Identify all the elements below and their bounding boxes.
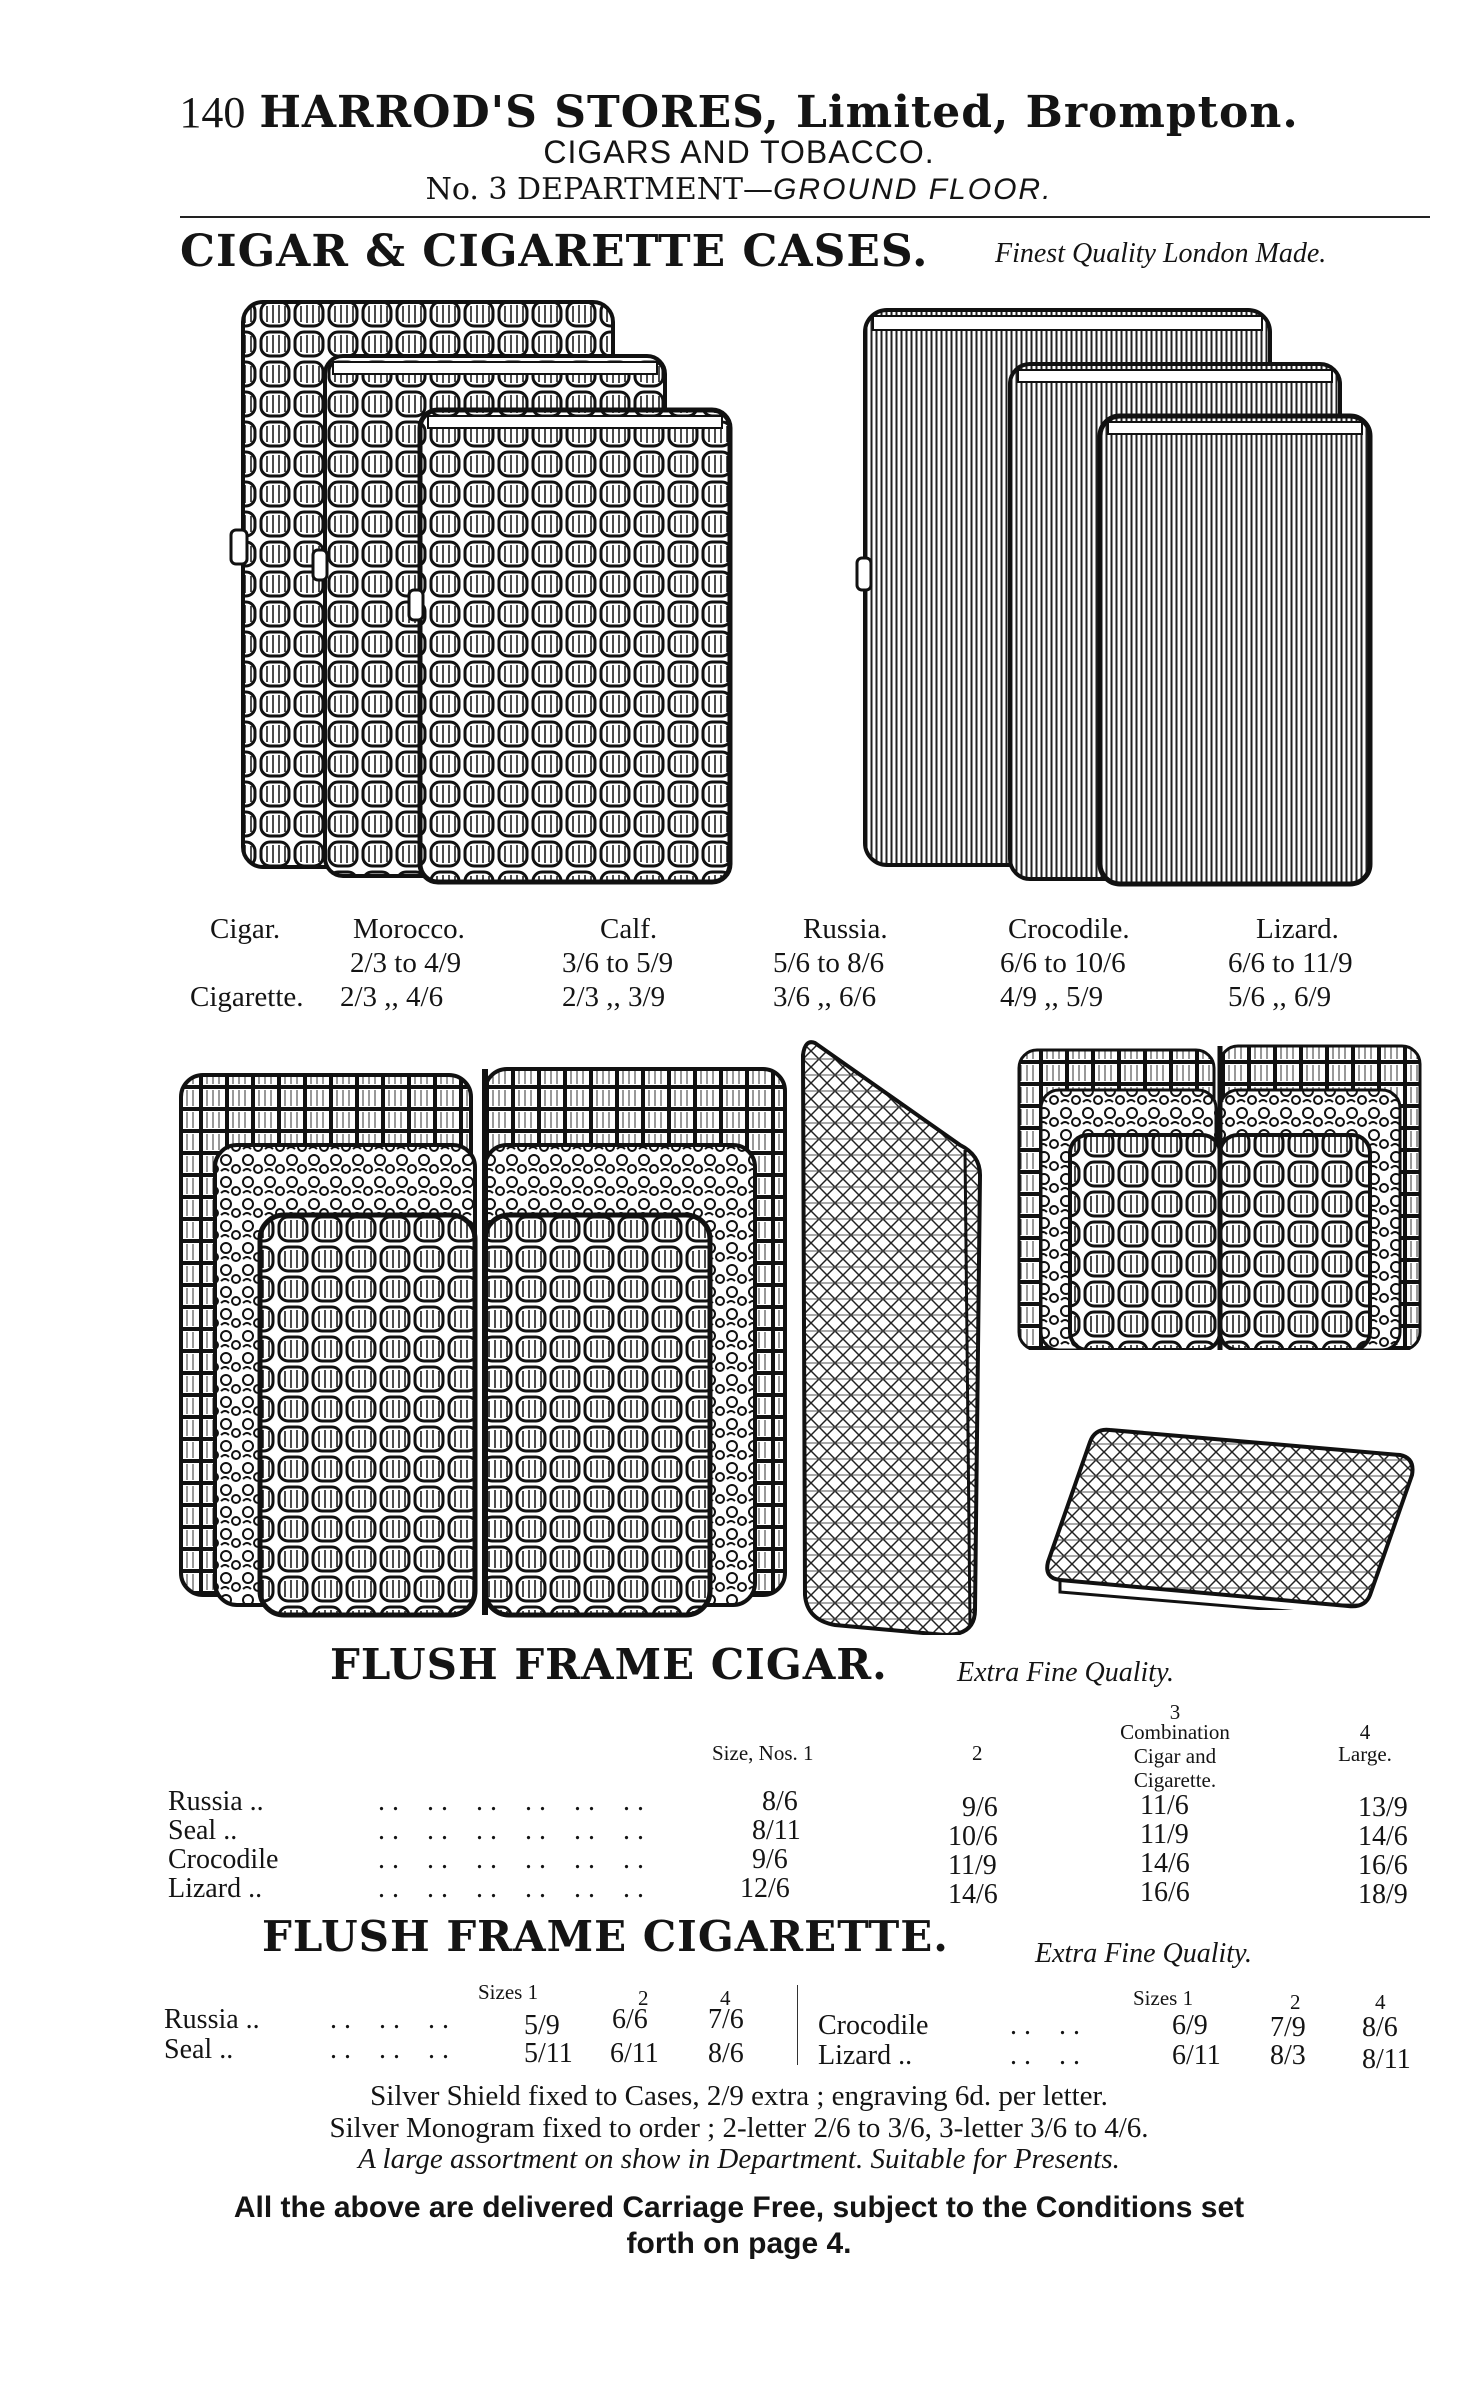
price-russia-cigar: 5/6 to 8/6 bbox=[773, 947, 885, 979]
material-calf: Calf. bbox=[600, 913, 658, 945]
cigar-header-combination: Combination bbox=[1120, 1720, 1230, 1744]
header-rule bbox=[180, 216, 1430, 218]
cigarette-leaders-seal: . . . . . . bbox=[330, 2034, 449, 2065]
cigarette-lizard-name: Lizard .. bbox=[818, 2040, 913, 2071]
cigar-row-crocodile-name: Crocodile bbox=[168, 1844, 279, 1875]
cigarette-seal-b: 6/11 bbox=[610, 2038, 659, 2069]
price-calf-cigar: 3/6 to 5/9 bbox=[562, 947, 674, 979]
row-label-cigarette: Cigarette. bbox=[190, 981, 304, 1013]
cigar-lizard-s1: 12/6 bbox=[740, 1873, 790, 1904]
cigar-lizard-s2: 14/6 bbox=[948, 1879, 998, 1910]
cigarette-crocodile-c: 8/6 bbox=[1362, 2012, 1398, 2043]
cigar-seal-s2: 10/6 bbox=[948, 1821, 998, 1852]
material-russia: Russia. bbox=[803, 913, 888, 945]
cigarette-russia-name: Russia .. bbox=[164, 2004, 260, 2035]
price-morocco-cigarette: 2/3 ,, 4/6 bbox=[340, 981, 444, 1013]
material-morocco: Morocco. bbox=[353, 913, 465, 945]
cigarette-lizard-b: 8/3 bbox=[1270, 2040, 1306, 2071]
price-lizard-cigar: 6/6 to 11/9 bbox=[1228, 947, 1353, 979]
cigar-header-size-4: 4 bbox=[1359, 1720, 1371, 1744]
cigarette-left-size-4: 4 bbox=[720, 1986, 731, 2010]
cigar-russia-s4: 13/9 bbox=[1358, 1792, 1408, 1823]
cigar-crocodile-s3: 14/6 bbox=[1140, 1848, 1190, 1879]
cigar-leaders-lizard: . . . . . . . . . . . . bbox=[378, 1873, 644, 1904]
cigarette-lizard-a: 6/11 bbox=[1172, 2040, 1221, 2071]
cigar-header-size-3: 3 bbox=[1169, 1700, 1181, 1724]
footer-delivery-line1: All the above are delivered Carriage Free, subject to the Conditions set bbox=[233, 2191, 1245, 2224]
cigar-russia-s2: 9/6 bbox=[962, 1792, 998, 1823]
section-title-flush-cigarette: FLUSH FRAME CIGARETTE. bbox=[262, 1912, 949, 1961]
department-floor: GROUND FLOOR. bbox=[773, 173, 1053, 206]
cigarette-crocodile-name: Crocodile bbox=[818, 2010, 929, 2041]
cigar-crocodile-s4: 16/6 bbox=[1358, 1850, 1408, 1881]
section-title-flush-cigar: FLUSH FRAME CIGAR. bbox=[330, 1640, 888, 1689]
cigar-leaders-crocodile: . . . . . . . . . . . . bbox=[378, 1844, 644, 1875]
cigar-lizard-s3: 16/6 bbox=[1140, 1877, 1190, 1908]
note-silver-shield: Silver Shield fixed to Cases, 2/9 extra ; engraving 6d. per letter. bbox=[370, 2080, 1108, 2112]
cigar-header-cigarette: Cigarette. bbox=[1133, 1768, 1217, 1792]
cigar-crocodile-s2: 11/9 bbox=[948, 1850, 997, 1881]
cigarette-lizard-c: 8/11 bbox=[1362, 2044, 1411, 2075]
material-crocodile: Crocodile. bbox=[1008, 913, 1130, 945]
section-subtitle-flush-cigar: Extra Fine Quality. bbox=[957, 1657, 1174, 1688]
cigar-lizard-s4: 18/9 bbox=[1358, 1879, 1408, 1910]
cigar-crocodile-s1: 9/6 bbox=[752, 1844, 788, 1875]
cigarette-seal-c: 8/6 bbox=[708, 2038, 744, 2069]
cigarette-crocodile-b: 7/9 bbox=[1270, 2012, 1306, 2043]
cigarette-russia-a: 5/9 bbox=[524, 2010, 560, 2041]
price-lizard-cigarette: 5/6 ,, 6/9 bbox=[1228, 981, 1332, 1013]
note-silver-monogram: Silver Monogram fixed to order ; 2-letter 2/6 to 3/6, 3-letter 3/6 to 4/6. bbox=[329, 2112, 1149, 2144]
price-calf-cigarette: 2/3 ,, 3/9 bbox=[562, 981, 666, 1013]
cigarette-right-size-4: 4 bbox=[1375, 1990, 1386, 2014]
cigarette-left-size-2: 2 bbox=[638, 1986, 649, 2010]
illustration-side-case bbox=[795, 1035, 990, 1635]
cigar-header-cigar-and: Cigar and bbox=[1133, 1744, 1217, 1768]
page-number: 140 bbox=[179, 88, 246, 137]
section-title-cases: CIGAR & CIGARETTE CASES. bbox=[180, 226, 929, 277]
cigar-seal-s4: 14/6 bbox=[1358, 1821, 1408, 1852]
price-crocodile-cigar: 6/6 to 10/6 bbox=[1000, 947, 1126, 979]
cigar-header-size-2: 2 bbox=[972, 1741, 983, 1765]
cigarette-leaders-crocodile: . . . . bbox=[1010, 2010, 1080, 2041]
firm-name: HARROD'S STORES, Limited, Brompton. bbox=[259, 87, 1299, 138]
cigar-header-size-1: Size, Nos. 1 bbox=[712, 1741, 814, 1765]
illustration-crocodile-cases bbox=[225, 300, 745, 885]
cigarette-right-sizes-label: Sizes 1 bbox=[1133, 1986, 1194, 2010]
cigar-leaders-seal: . . . . . . . . . . . . bbox=[378, 1815, 644, 1846]
cigarette-leaders-russia: . . . . . . bbox=[330, 2004, 449, 2035]
cigarette-crocodile-a: 6/9 bbox=[1172, 2010, 1208, 2041]
cigar-seal-s1: 8/11 bbox=[752, 1815, 801, 1846]
row-label-cigar: Cigar. bbox=[210, 913, 281, 945]
cigar-russia-s3: 11/6 bbox=[1140, 1790, 1189, 1821]
page-header bbox=[0, 88, 1478, 138]
page-subtitle: CIGARS AND TOBACCO. bbox=[543, 134, 935, 170]
price-morocco-cigar: 2/3 to 4/9 bbox=[350, 947, 462, 979]
cigarette-seal-a: 5/11 bbox=[524, 2038, 573, 2069]
cigar-row-seal-name: Seal .. bbox=[168, 1815, 238, 1846]
department-prefix: No. 3 DEPARTMENT— bbox=[425, 172, 774, 207]
cigarette-leaders-lizard: . . . . bbox=[1010, 2040, 1080, 2071]
illustration-russia-cases bbox=[855, 308, 1375, 888]
illustration-open-cigar-case bbox=[175, 1065, 795, 1620]
note-assortment: A large assortment on show in Department. Suitable for Presents. bbox=[358, 2143, 1120, 2175]
price-russia-cigarette: 3/6 ,, 6/6 bbox=[773, 981, 877, 1013]
section-subtitle-flush-cigarette: Extra Fine Quality. bbox=[1035, 1938, 1252, 1969]
illustration-small-open-case bbox=[1015, 1040, 1425, 1350]
illustration-flat-case bbox=[1040, 1420, 1420, 1610]
cigarette-left-sizes-label: Sizes 1 bbox=[478, 1980, 539, 2004]
section-subtitle-cases: Finest Quality London Made. bbox=[995, 238, 1327, 269]
cigar-row-lizard-name: Lizard .. bbox=[168, 1873, 263, 1904]
cigar-seal-s3: 11/9 bbox=[1140, 1819, 1189, 1850]
cigarette-seal-name: Seal .. bbox=[164, 2034, 234, 2065]
cigar-row-russia-name: Russia .. bbox=[168, 1786, 264, 1817]
price-crocodile-cigarette: 4/9 ,, 5/9 bbox=[1000, 981, 1104, 1013]
cigarette-russia-c: 7/6 bbox=[708, 2004, 744, 2035]
department-line bbox=[0, 172, 1478, 207]
cigar-russia-s1: 8/6 bbox=[762, 1786, 798, 1817]
cigarette-russia-b: 6/6 bbox=[612, 2004, 648, 2035]
cigar-leaders-russia: . . . . . . . . . . . . bbox=[378, 1786, 644, 1817]
cigar-header-large: Large. bbox=[1338, 1742, 1392, 1766]
cigarette-right-size-2: 2 bbox=[1290, 1990, 1301, 2014]
footer-delivery-line2: forth on page 4. bbox=[626, 2227, 852, 2260]
cigarette-column-divider bbox=[797, 1985, 798, 2065]
material-lizard: Lizard. bbox=[1256, 913, 1339, 945]
